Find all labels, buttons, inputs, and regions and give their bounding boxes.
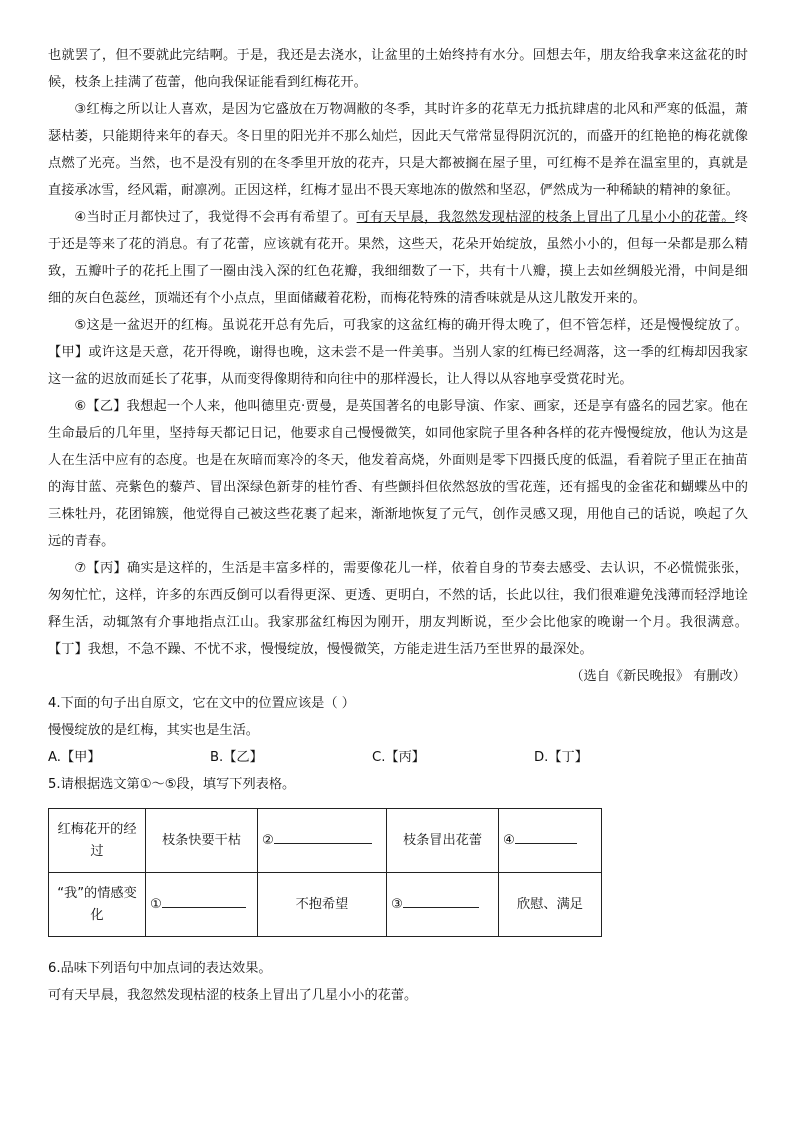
passage-paragraph-continued: 也就罢了，但不要就此完结啊。于是，我还是去浇水，让盆里的土始终持有水分。回想去年，朋友给我拿来这盆花的时候，枝条上挂满了苞蕾，他向我保证能看到红梅花开。 xyxy=(48,48,748,90)
answer-blank-3[interactable] xyxy=(403,893,479,908)
question-5-table xyxy=(48,808,602,937)
spacer xyxy=(48,937,748,955)
question-4-sentence: 慢慢绽放的是红梅，其实也是生活。 xyxy=(48,723,259,738)
table-row-1-header: 红梅花开的经过 xyxy=(49,809,146,873)
question-6-stem: 6.品味下列语句中加点词的表达效果。 xyxy=(48,961,272,976)
paragraph-4-text-a: ④当时正月都快过了，我觉得不会再有希望了。 xyxy=(74,210,357,225)
question-4-options xyxy=(48,744,748,771)
exam-page xyxy=(48,42,748,1009)
option-b[interactable]: B.【乙】 xyxy=(210,750,263,765)
question-6-sentence: 可有天早晨，我忽然发现枯涩的枝条上冒出了几星小小的花蕾。 xyxy=(48,988,418,1003)
passage-paragraph-3: ③红梅之所以让人喜欢，是因为它盛放在万物凋敝的冬季，其时许多的花草无力抵抗肆虐的北风和严寒的低温，萧瑟枯萎，只能期待来年的春天。冬日里的阳光并不那么灿烂，因此天气常常显得阴沉沉的，而盛开的红艳艳的梅花就像点燃了光亮。当然，也不是没有别的在冬季里开放的花卉，只是大都被搁在屋子里，可红梅不是养在温室里的，真就是直接承冰雪，经风霜，耐凛冽。正因这样，红梅才显出不畏天寒地冻的傲然和坚忍，俨然成为一种稀缺的精神的象征。 xyxy=(48,102,748,198)
table-cell-blank-2[interactable]: ② xyxy=(258,809,387,873)
option-a[interactable]: A.【甲】 xyxy=(48,750,101,765)
answer-blank-2[interactable] xyxy=(274,829,372,844)
table-cell-blank-3[interactable]: ③ xyxy=(387,873,499,937)
source-citation: （选自《新民晚报》 有删改） xyxy=(570,669,746,684)
answer-blank-1[interactable] xyxy=(162,893,246,908)
table-cell-blank-4[interactable]: ④ xyxy=(499,809,602,873)
passage-paragraph-7: ⑦【丙】确实是这样的，生活是丰富多样的，需要像花儿一样，依着自身的节奏去感受、去认识，不必慌慌张张，匆匆忙忙，这样，许多的东西反倒可以看得更深、更透、更明白，不然的话，长此以往，我们很难避免浅薄而轻浮地诠释生活，动辄煞有介事地指点江山。我家那盆红梅因为刚开，朋友判断说，至少会比他家的晚谢一个月。我很满意。【丁】我想，不急不躁、不忧不求，慢慢绽放，慢慢微笑，方能走进生活乃至世界的最深处。 xyxy=(48,561,748,657)
passage-paragraph-4 xyxy=(48,204,748,312)
table-cell-branch-dry: 枝条快要干枯 xyxy=(146,809,258,873)
passage-paragraph-6: ⑥【乙】我想起一个人来，他叫德里克·贾曼，是英国著名的电影导演、作家、画家，还是享有盛名的园艺家。他在生命最后的几年里，坚持每天都记日记，他要求自己慢慢微笑，如同他家院子里各种各样的花卉慢慢绽放，他认为这是人在生活中应有的态度。也是在灰暗而寒冷的冬天，他发着高烧，外面则是零下四摄氏度的低温，看着院子里正在抽苗的海甘蓝、亮紫色的藜芦、冒出深绿色新芽的桂竹香、有些颤抖但依然怒放的雪花莲，还有摇曳的金雀花和蝴蝶丛中的三株牡丹，花团锦簇，他觉得自己被这些花裹了起来，渐渐地恢复了元气，创作灵感又现，用他自己的话说，唤起了久远的青春。 xyxy=(48,399,748,549)
table-cell-buds-appear: 枝条冒出花蕾 xyxy=(387,809,499,873)
paragraph-4-text-b: 终于还是等来了花的消息。有了花蕾，应该就有花开。果然，这些天，花朵开始绽放，虽然小小的，但每一朵都是那么精致，五瓣叶子的花托上围了一圈由浅入深的红色花瓣，我细细数了一下，共有十八瓣，摸上去如丝绸般光滑，中间是细细的灰白色蕊丝，顶端还有个小点点，里面储藏着花粉，而梅花特殊的清香味就是从这儿散发开来的。 xyxy=(48,210,748,306)
table-cell-satisfied: 欣慰、满足 xyxy=(499,873,602,937)
table-cell-blank-1[interactable]: ① xyxy=(146,873,258,937)
option-d[interactable]: D.【丁】 xyxy=(534,750,588,765)
question-5-stem: 5.请根据选文第①～⑤段，填写下列表格。 xyxy=(48,777,296,792)
passage-paragraph-5: ⑤这是一盆迟开的红梅。虽说花开总有先后，可我家的这盆红梅的确开得太晚了，但不管怎样，还是慢慢绽放了。【甲】或许这是天意，花开得晚，谢得也晚，这未尝不是一件美事。当别人家的红梅已经凋落，这一季的红梅却因我家这一盆的迟放而延长了花事，从而变得像期待和向往中的那样漫长，让人得以从容地享受赏花时光。 xyxy=(48,318,748,387)
question-4-stem: 4.下面的句子出自原文，它在文中的位置应该是（ ） xyxy=(48,696,355,711)
answer-blank-4[interactable] xyxy=(515,829,577,844)
underlined-sentence: 可有天早晨，我忽然发现枯涩的枝条上冒出了几星小小的花蕾。 xyxy=(356,210,735,225)
option-c[interactable]: C.【丙】 xyxy=(372,750,425,765)
table-row-2-header: “我”的情感变化 xyxy=(49,873,146,937)
table-cell-no-hope: 不抱希望 xyxy=(258,873,387,937)
